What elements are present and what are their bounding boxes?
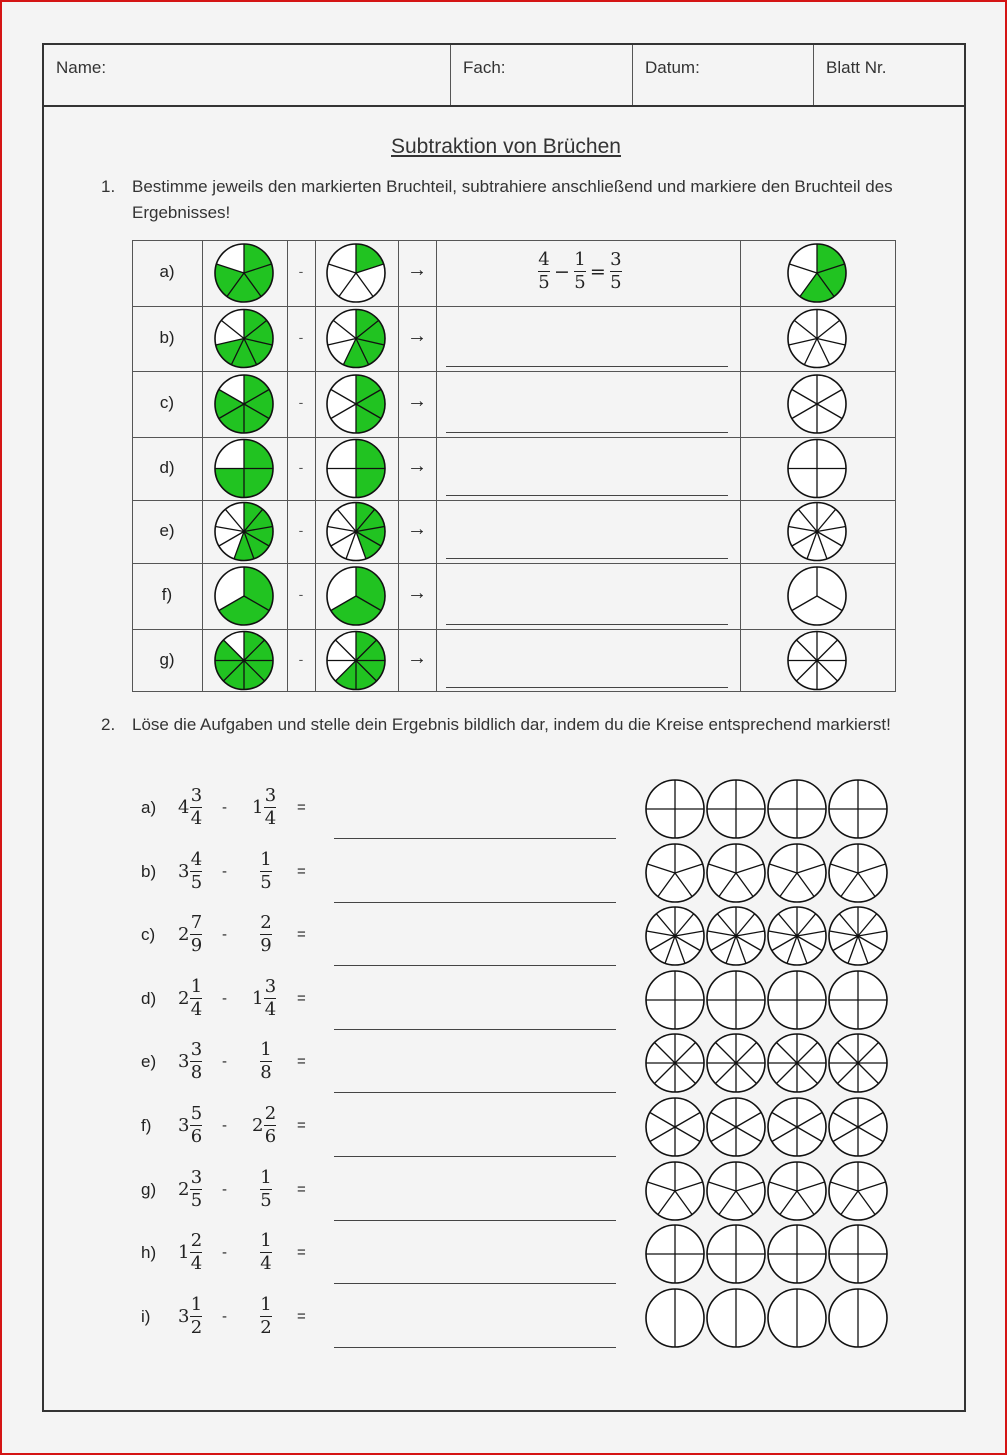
whole-number: 4: [178, 797, 190, 818]
denominator: 2: [260, 1317, 272, 1338]
denominator: 5: [260, 1190, 272, 1211]
answer-circle[interactable]: [707, 907, 765, 965]
denominator: 4: [264, 999, 277, 1020]
answer-circle[interactable]: [768, 907, 826, 965]
arrow-right-icon: →: [407, 324, 427, 347]
task-1-row-label: b): [159, 327, 175, 347]
sheet-number-label: Blatt Nr.: [826, 58, 887, 77]
answer-circle[interactable]: [707, 971, 765, 1029]
denominator: 6: [264, 1126, 277, 1147]
answer-line[interactable]: [334, 838, 616, 839]
exercise-label: d): [141, 989, 157, 1008]
fraction: [260, 1294, 272, 1339]
denominator: 9: [190, 935, 203, 956]
minus-sign: -: [298, 650, 304, 667]
answer-circle[interactable]: [646, 780, 704, 838]
answer-circle[interactable]: [707, 1034, 765, 1092]
equals-sign: =: [297, 1308, 306, 1325]
answer-circle[interactable]: [646, 844, 704, 902]
numerator: 1: [190, 1294, 203, 1315]
minus-sign: -: [222, 990, 227, 1007]
numerator: 1: [574, 249, 586, 270]
numerator: 1: [260, 1039, 272, 1060]
denominator: 5: [574, 272, 586, 293]
numerator: 3: [190, 1167, 203, 1188]
exercise-label: b): [141, 862, 157, 881]
name-label: Name:: [56, 58, 107, 77]
minus-sign: -: [222, 1053, 227, 1070]
denominator: 8: [190, 1062, 203, 1083]
equals-sign: =: [297, 1244, 306, 1261]
minus-sign: -: [298, 263, 304, 279]
answer-circle[interactable]: [768, 780, 826, 838]
minus-sign: -: [222, 1244, 227, 1261]
answer-line[interactable]: [334, 965, 616, 966]
numerator: 4: [190, 849, 203, 870]
answer-line[interactable]: [334, 1283, 616, 1284]
answer-circle[interactable]: [768, 1034, 826, 1092]
answer-circle[interactable]: [646, 1162, 704, 1220]
fraction: [190, 976, 202, 1021]
equals-sign: =: [297, 863, 306, 880]
task-1-row-label: c): [159, 393, 175, 412]
whole-number: 1: [252, 988, 264, 1009]
denominator: 9: [260, 935, 272, 956]
arrow-right-icon: →: [407, 646, 427, 669]
answer-circle[interactable]: [646, 1289, 704, 1347]
numerator: 3: [190, 1039, 203, 1060]
equals-sign: =: [297, 799, 306, 816]
numerator: 3: [264, 976, 277, 997]
denominator: 5: [190, 1190, 203, 1211]
equals-sign: =: [297, 990, 306, 1007]
numerator: 1: [190, 976, 203, 997]
answer-circle[interactable]: [707, 1162, 765, 1220]
answer-circle[interactable]: [768, 1289, 826, 1347]
task-1-row-label: e): [159, 520, 175, 540]
minus-sign: -: [222, 1117, 227, 1134]
first-operand: [178, 1039, 202, 1084]
equals-operator: =: [589, 260, 606, 283]
numerator: 4: [538, 249, 550, 270]
worksheet-frame: [42, 43, 966, 1412]
answer-circle[interactable]: [768, 844, 826, 902]
whole-number: 1: [252, 797, 264, 818]
equals-sign: =: [297, 1053, 306, 1070]
equals-sign: =: [297, 926, 306, 943]
exercise-label: a): [141, 798, 157, 817]
answer-circle[interactable]: [768, 1162, 826, 1220]
second-operand: [259, 1230, 272, 1275]
whole-number: 3: [178, 1115, 190, 1136]
fraction: [264, 785, 276, 830]
denominator: 5: [260, 872, 272, 893]
denominator: 5: [538, 272, 550, 293]
fraction: [190, 785, 202, 830]
answer-circle[interactable]: [829, 1225, 887, 1283]
whole-number: 3: [178, 1051, 190, 1072]
answer-circle[interactable]: [768, 1225, 826, 1283]
minus-sign: -: [222, 1181, 227, 1198]
fraction: [264, 976, 276, 1021]
second-operand: [259, 849, 272, 894]
first-operand: [178, 976, 202, 1021]
exercise-label: c): [141, 925, 156, 944]
first-operand: [178, 1294, 202, 1339]
whole-number: 2: [178, 924, 190, 945]
answer-circle[interactable]: [768, 971, 826, 1029]
denominator: 6: [190, 1126, 203, 1147]
first-operand: [178, 912, 202, 957]
arrow-right-icon: →: [407, 517, 427, 540]
denominator: 8: [260, 1062, 272, 1083]
arrow-right-icon: →: [407, 582, 427, 604]
answer-circle[interactable]: [646, 971, 704, 1029]
fraction: [190, 1103, 202, 1148]
answer-circle[interactable]: [829, 1098, 887, 1156]
answer-circle[interactable]: [646, 1098, 704, 1156]
second-operand: [252, 976, 276, 1021]
answer-circle[interactable]: [707, 1098, 765, 1156]
minus-sign: -: [298, 586, 304, 602]
exercise-label: g): [141, 1180, 157, 1199]
whole-number: 2: [252, 1115, 264, 1136]
second-operand: [259, 1039, 272, 1084]
subject-label: Fach:: [463, 58, 506, 77]
numerator: 3: [264, 785, 277, 806]
fraction: [190, 849, 202, 894]
task-2-number: 2.: [101, 715, 116, 734]
answer-line[interactable]: [334, 1220, 616, 1221]
numerator: 3: [190, 785, 203, 806]
denominator: 5: [190, 872, 203, 893]
denominator: 4: [264, 808, 277, 829]
numerator: 1: [260, 849, 272, 870]
answer-circle[interactable]: [707, 1225, 765, 1283]
fraction: [260, 1039, 272, 1084]
whole-number: 1: [178, 1242, 190, 1263]
task-1-row-label: a): [159, 262, 175, 281]
answer-circle[interactable]: [829, 844, 887, 902]
whole-number: 2: [178, 988, 190, 1009]
answer-circle[interactable]: [768, 1098, 826, 1156]
arrow-right-icon: →: [407, 259, 427, 281]
numerator: 1: [260, 1294, 272, 1315]
page-title: Subtraktion von Brüchen: [391, 135, 621, 158]
arrow-right-icon: →: [407, 390, 427, 412]
exercise-label: f): [141, 1116, 152, 1135]
fraction: [260, 1167, 272, 1212]
task-1-row-label: d): [159, 457, 175, 477]
answer-circle[interactable]: [646, 1225, 704, 1283]
first-operand: [178, 1103, 202, 1148]
answer-line[interactable]: [334, 1156, 616, 1157]
fraction: [260, 1230, 272, 1275]
fraction: [264, 1103, 276, 1148]
denominator: 4: [190, 808, 203, 829]
first-operand: [178, 785, 202, 830]
fraction: [190, 1230, 202, 1275]
second-operand: [252, 785, 276, 830]
equals-sign: =: [297, 1181, 306, 1198]
minus-sign: -: [298, 394, 304, 410]
denominator: 4: [260, 1253, 272, 1274]
fraction: [260, 849, 272, 894]
answer-circle[interactable]: [829, 971, 887, 1029]
numerator: 2: [264, 1103, 277, 1124]
answer-circle[interactable]: [646, 907, 704, 965]
denominator: 4: [190, 999, 203, 1020]
minus-sign: -: [222, 926, 227, 943]
exercise-label: h): [141, 1243, 157, 1262]
answer-line[interactable]: [334, 1029, 616, 1030]
task-2-text: Löse die Aufgaben und stelle dein Ergebnis bildlich dar, indem du die Kreise entsprechend markierst!: [132, 715, 891, 734]
numerator: 5: [190, 1103, 203, 1124]
fraction: [190, 1039, 202, 1084]
answer-circle[interactable]: [829, 780, 887, 838]
answer-circle[interactable]: [829, 1289, 887, 1347]
second-operand: [259, 1294, 272, 1339]
task-1-row-label: g): [159, 649, 175, 669]
minus-sign: -: [298, 328, 304, 345]
exercise-label: e): [141, 1052, 157, 1071]
second-operand: [259, 1167, 272, 1212]
second-operand: [252, 1103, 276, 1148]
date-label: Datum:: [645, 58, 700, 77]
exercise-label: i): [141, 1307, 151, 1326]
answer-circle[interactable]: [707, 844, 765, 902]
answer-circle[interactable]: [829, 1034, 887, 1092]
minus-sign: -: [222, 1308, 227, 1325]
answer-line[interactable]: [334, 1347, 616, 1348]
task-1-row-label: f): [161, 585, 173, 604]
first-operand: [178, 1167, 202, 1212]
arrow-right-icon: →: [407, 454, 427, 477]
answer-line[interactable]: [334, 1092, 616, 1093]
task-1-text: Bestimme jeweils den markierten Bruchteil, subtrahiere anschließend und markiere den Bruchteil des Ergebnisses!: [132, 177, 893, 222]
answer-circle[interactable]: [829, 1162, 887, 1220]
fraction: [190, 1167, 202, 1212]
answer-line[interactable]: [334, 902, 616, 903]
whole-number: 3: [178, 861, 190, 882]
task-1-number: 1.: [101, 177, 116, 196]
minus-operator: −: [554, 260, 570, 283]
denominator: 2: [190, 1317, 203, 1338]
whole-number: 2: [178, 1179, 190, 1200]
numerator: 1: [260, 1230, 272, 1251]
fraction: [190, 912, 202, 957]
answer-circle[interactable]: [707, 780, 765, 838]
first-operand: [178, 849, 202, 894]
fraction: [190, 1294, 202, 1339]
whole-number: 3: [178, 1306, 190, 1327]
second-operand: [259, 912, 272, 957]
numerator: 7: [190, 912, 203, 933]
denominator: 4: [190, 1253, 203, 1274]
minus-sign: -: [222, 799, 227, 816]
denominator: 5: [610, 272, 622, 293]
minus-sign: -: [298, 521, 304, 538]
minus-sign: -: [222, 863, 227, 880]
numerator: 3: [610, 249, 622, 270]
fraction: [260, 912, 272, 957]
equals-sign: =: [297, 1117, 306, 1134]
first-operand: [178, 1230, 202, 1275]
numerator: 1: [260, 1167, 272, 1188]
answer-circle[interactable]: [646, 1034, 704, 1092]
numerator: 2: [260, 912, 272, 933]
numerator: 2: [190, 1230, 203, 1251]
answer-circle[interactable]: [707, 1289, 765, 1347]
answer-circle[interactable]: [829, 907, 887, 965]
minus-sign: -: [298, 458, 304, 475]
